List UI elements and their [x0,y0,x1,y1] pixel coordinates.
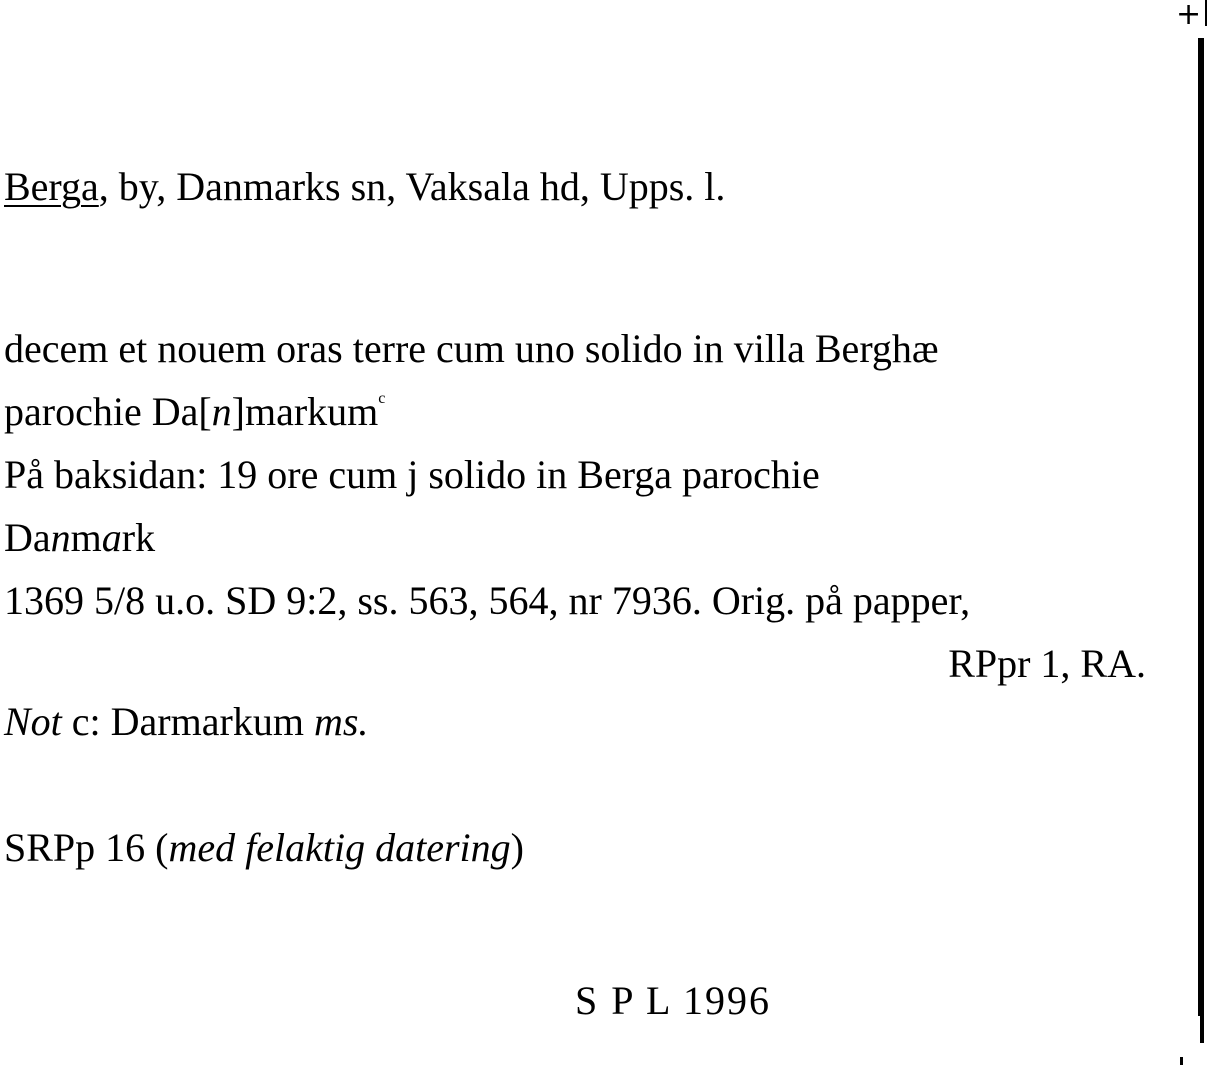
place-name: Berga [4,164,99,209]
quote-text: ]markum [231,389,379,434]
note-label: Not [4,699,62,744]
verso-line-2 [4,514,155,562]
crop-mark: + [1176,0,1202,32]
note-abbreviation: ms. [313,699,369,744]
reference-line [4,824,524,872]
edge-tick [1205,0,1207,26]
reference-comment: med felaktig datering [168,825,511,870]
verso-expansion: n [50,515,71,560]
verso-text: rk [121,515,156,560]
quote-emendation: n [211,389,232,434]
note-text: c: Darmarkum [61,699,314,744]
footnote-marker: c [378,390,386,407]
entry-heading [4,163,725,211]
reference-close: ) [510,825,524,870]
verso-text: m [70,515,102,560]
place-description: , by, Danmarks sn, Vaksala hd, Upps. l. [98,164,726,209]
quote-line-2 [4,388,385,436]
source-line-2: RPpr 1, RA. [948,641,1146,686]
footer-stamp: S P L 1996 [575,978,771,1023]
verso-text: Da [4,515,51,560]
source-line-1: 1369 5/8 u.o. SD 9:2, ss. 563, 564, nr 7936. Orig. på papper, [4,578,971,623]
reference-code: SRPp 16 ( [4,825,169,870]
verso-line-1: På baksidan: 19 ore cum j solido in Berga parochie [4,452,820,497]
quote-text: parochie Da[ [4,389,212,434]
verso-expansion: a [101,515,122,560]
bottom-mark [1180,1057,1183,1065]
quote-line-1: decem et nouem oras terre cum uno solido in villa Berghæ [4,326,939,371]
right-border-line-lower [1200,858,1204,1043]
note-line [4,698,368,746]
